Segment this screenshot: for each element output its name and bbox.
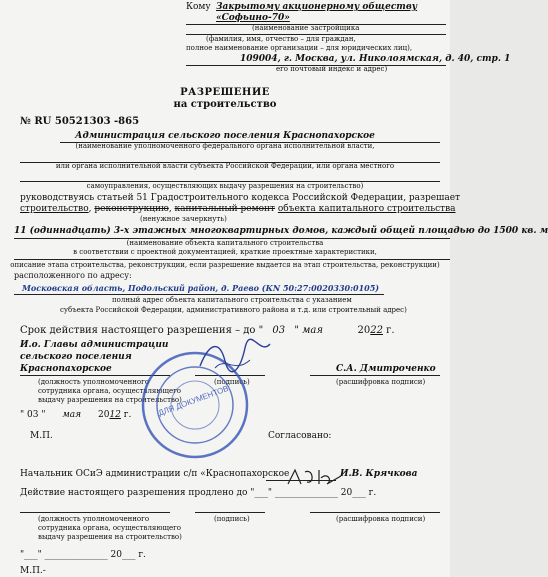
- seal-mark-2: М.П.-: [20, 566, 46, 576]
- position-caption-2: сотрудника органа, осуществляющего: [38, 387, 181, 395]
- validity-year: 22: [370, 325, 383, 336]
- developer-caption: (наименование застройщика: [252, 24, 360, 32]
- seal-mark-1: М.П.: [30, 431, 53, 441]
- validity-label: Срок действия настоящего разрешения – до ": [20, 325, 264, 336]
- validity-line: [20, 326, 395, 336]
- signatory-title-1: И.о. Главы администрации: [20, 340, 169, 350]
- address-caption: его почтовый индекс и адрес): [276, 65, 388, 73]
- ext-position-caption-3: выдачу разрешения на строительство): [38, 533, 182, 541]
- location-label: расположенного по адресу:: [14, 271, 132, 280]
- position-caption-3: выдачу разрешения на строительство): [38, 396, 182, 404]
- signatory-title-2: сельского поселения: [20, 352, 132, 362]
- body-reconstruction-word: реконструкцию: [94, 204, 169, 214]
- signatory-title-3: Краснопахорское: [20, 364, 112, 374]
- persons-caption: (фамилия, имя, отчество – для граждан,: [206, 35, 356, 43]
- issue-year-suffix: г.: [123, 410, 132, 420]
- document-subtitle: на строительство: [173, 99, 277, 110]
- issue-date-line: [20, 411, 131, 420]
- object-name-value: 11 (одиннадцать) 3-х этажных многоквартирных домов, каждый общей площадью до 1500 кв. м: [14, 226, 548, 236]
- issue-year-prefix: 20: [98, 410, 110, 420]
- body-construction-word: строительство: [20, 204, 89, 214]
- object-caption-2: в соответствии с проектной документацией, краткие проектные характеристики,: [73, 248, 377, 256]
- ext-position-caption-1: (должность уполномоченного: [38, 515, 150, 523]
- authority-caption-2: или органа исполнительной власти субъекта Российской Федерации, или органа местного: [55, 162, 395, 170]
- issue-year: 12: [109, 410, 121, 420]
- decoding-caption: (расшифровка подписи): [336, 378, 426, 386]
- signature-caption: (подпись): [214, 378, 250, 386]
- extension-name: И.В. Крячкова: [340, 469, 418, 479]
- body-repair-word: капитальный ремонт: [174, 204, 276, 214]
- ext-date-line: "___" ______________ 20___ г.: [20, 550, 146, 560]
- body-object-word: объекта капитального строительства: [277, 204, 456, 214]
- body-line-2: строительство, реконструкцию, капитальный ремонт объекта капитального строительства: [20, 204, 456, 214]
- orgs-caption: полное наименование организации – для юридических лиц),: [186, 44, 413, 52]
- location-value: Московская область, Подольский район, д. Раево (КN 50:27:0020330:0105): [22, 283, 380, 293]
- ext-decoding-caption: (расшифровка подписи): [336, 515, 426, 523]
- addressee-label: Кому: [186, 2, 211, 12]
- validity-month: " мая: [294, 325, 323, 336]
- position-caption-1: (должность уполномоченного: [38, 378, 150, 386]
- signature-scribble: [195, 336, 275, 376]
- body-strike-caption: (ненужное зачеркнуть): [140, 215, 227, 223]
- object-caption-3: описание этапа строительства, реконструкции, если разрешение выдается на этап строительства, реконструкции): [10, 261, 440, 269]
- extension-signature-scribble: [285, 466, 345, 488]
- document-title: РАЗРЕШЕНИЕ: [180, 87, 270, 98]
- issue-month: мая: [62, 410, 82, 420]
- location-caption-2: субъекта Российской Федерации, административного района и т.д. или строительный адрес): [60, 306, 407, 314]
- signatory-name: С.А. Дмитроченко: [336, 364, 436, 374]
- location-caption-1: полный адрес объекта капитального строительства с указанием: [112, 296, 352, 304]
- address-value: 109004, г. Москва, ул. Николоямская, д. 40, стр. 1: [240, 54, 511, 64]
- validity-day: 03: [272, 325, 286, 336]
- authority-name: Администрация сельского поселения Краснопахорское: [75, 131, 375, 141]
- object-caption-1: (наименование объекта капитального строительства: [126, 239, 324, 247]
- ext-position-caption-2: сотрудника органа, осуществляющего: [38, 524, 181, 532]
- extension-line: Действие настоящего разрешения продлено до "___" ______________ 20___ г.: [20, 488, 377, 498]
- authority-caption-3: самоуправления, осуществляющих выдачу разрешения на строительство): [86, 182, 364, 190]
- extension-head: Начальник ОСиЭ администрации с/п «Краснопахорское: [20, 469, 290, 479]
- permit-number: № RU 50521303 -865: [20, 116, 140, 127]
- ext-signature-caption: (подпись): [214, 515, 250, 523]
- addressee-name-2: «Софьино-70»: [216, 13, 290, 23]
- body-line-1: руководствуясь статьей 51 Градостроительного кодекса Российской Федерации, разрешает: [20, 193, 461, 203]
- addressee-name: Закрытому акционерному обществу: [216, 2, 418, 12]
- issue-day: " 03 ": [20, 410, 46, 420]
- validity-year-prefix: 20: [357, 325, 371, 336]
- seal-text: ДЛЯ ДОКУМЕНТОВ: [157, 383, 230, 418]
- validity-year-suffix: г.: [386, 325, 395, 336]
- agreed-label: Согласовано:: [268, 431, 332, 441]
- authority-caption-1: (наименование уполномоченного федерального органа исполнительной власти,: [75, 142, 375, 150]
